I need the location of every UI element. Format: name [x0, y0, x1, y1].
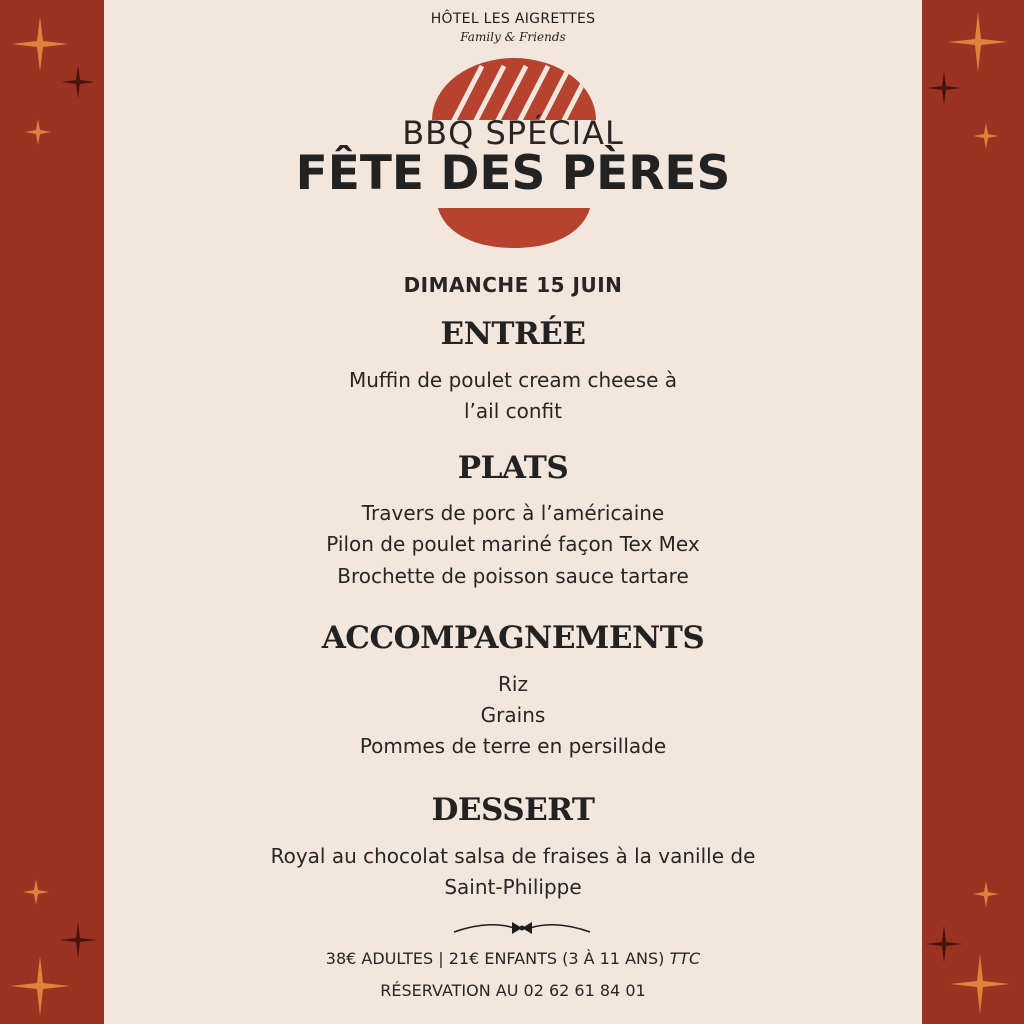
hotel-name: HÔTEL LES AIGRETTES	[430, 11, 596, 27]
price-children: 21€ ENFANTS (3 À 11 ANS)	[448, 949, 665, 968]
section-heading-accompagnements: ACCOMPAGNEMENTS	[321, 620, 705, 656]
section-heading-plats: PLATS	[457, 450, 569, 486]
sparkle-icon	[946, 10, 1010, 74]
sparkle-icon	[60, 64, 96, 100]
sparkle-icon	[972, 880, 1000, 908]
left-border	[0, 0, 104, 1024]
menu-item: Riz	[498, 672, 528, 696]
sparkle-icon	[926, 70, 962, 106]
sparkle-icon	[948, 952, 1012, 1016]
menu-item: Saint-Philippe	[444, 875, 582, 899]
sparkle-icon	[24, 118, 52, 146]
reservation-phone: RÉSERVATION AU 02 62 61 84 01	[380, 981, 646, 1000]
price-line	[104, 949, 922, 968]
menu-item: Brochette de poisson sauce tartare	[337, 564, 689, 588]
menu-item: l’ail confit	[464, 399, 562, 423]
price-separator: |	[438, 949, 444, 968]
menu-item: Royal au chocolat salsa de fraises à la vanille de	[270, 844, 756, 868]
title-fete-des-peres: FÊTE DES PÈRES	[295, 146, 731, 201]
sparkle-icon	[22, 878, 50, 906]
menu-panel	[104, 0, 922, 1024]
menu-item: Travers de porc à l’américaine	[361, 501, 665, 525]
sparkle-icon	[8, 954, 72, 1018]
menu-item: Pilon de poulet mariné façon Tex Mex	[326, 532, 700, 556]
menu-item: Pommes de terre en persillade	[359, 734, 667, 758]
price-tax: TTC	[669, 949, 701, 968]
menu-item: Grains	[480, 703, 546, 727]
hotel-tagline: Family & Friends	[460, 30, 566, 44]
sparkle-icon	[972, 122, 1000, 150]
section-heading-dessert: DESSERT	[431, 792, 595, 828]
right-border	[922, 0, 1024, 1024]
event-date: DIMANCHE 15 JUIN	[403, 273, 623, 297]
title-bbq-special: BBQ SPÉCIAL	[402, 114, 624, 152]
menu-item: Muffin de poulet cream cheese à	[348, 368, 678, 392]
price-adults: 38€ ADULTES	[325, 949, 434, 968]
section-heading-entree: ENTRÉE	[440, 316, 586, 352]
bow-tie-icon	[452, 918, 592, 938]
